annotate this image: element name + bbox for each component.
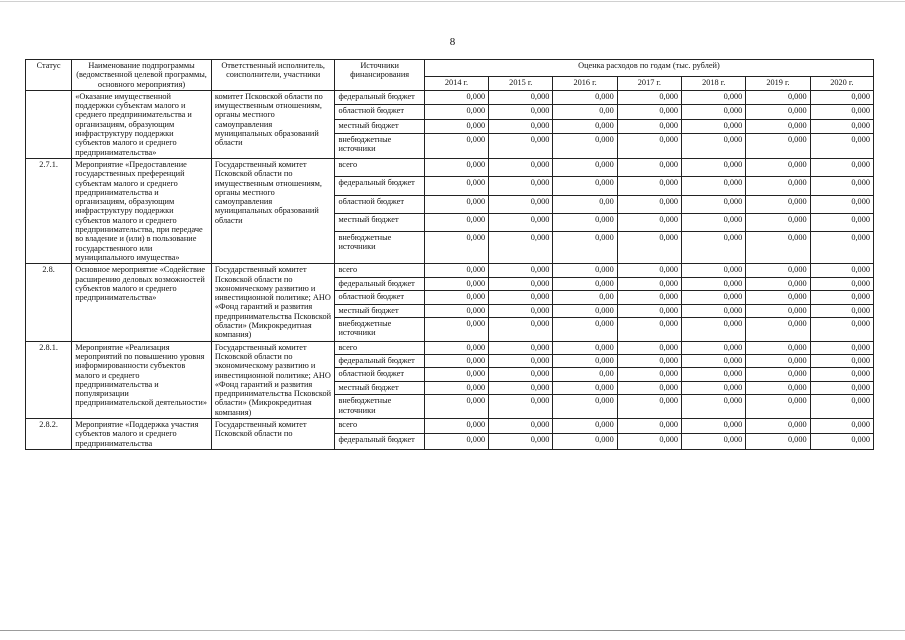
row-amount: 0,000 [746, 105, 810, 119]
row-amount: 0,000 [617, 418, 681, 433]
row-amount: 0,000 [424, 90, 488, 104]
row-amount: 0,000 [617, 291, 681, 304]
row-amount: 0,000 [810, 395, 873, 419]
row-amount: 0,000 [746, 291, 810, 304]
row-program-name: «Оказание имущественной поддержки субъектам малого и среднего предпринимательства и организациям, образующим инфраструктуру поддержки субъектов малого и среднего предпринимательства» [72, 90, 212, 158]
row-funding-source: всего [335, 418, 424, 433]
row-amount: 0,000 [682, 177, 746, 195]
row-amount: 0,000 [682, 119, 746, 133]
row-amount: 0,000 [424, 341, 488, 354]
row-amount: 0,000 [617, 264, 681, 277]
row-amount: 0,000 [746, 177, 810, 195]
row-amount: 0,000 [746, 317, 810, 341]
row-responsible: Государственный комитет Псковской области по экономическому развитию и инвестиционной политике; АНО «Фонд гарантий и развития предпринимательства Псковской области» (Микрокредитная компания) [211, 341, 335, 418]
row-amount: 0,000 [746, 232, 810, 264]
row-amount: 0,000 [746, 381, 810, 394]
row-amount: 0,000 [424, 105, 488, 119]
row-amount: 0,000 [617, 381, 681, 394]
row-amount: 0,00 [553, 105, 617, 119]
row-amount: 0,000 [553, 232, 617, 264]
row-amount: 0,000 [682, 368, 746, 381]
row-amount: 0,000 [682, 105, 746, 119]
row-funding-source: внебюджетные источники [335, 232, 424, 264]
row-amount: 0,000 [553, 213, 617, 231]
row-funding-source: областной бюджет [335, 368, 424, 381]
row-amount: 0,000 [553, 264, 617, 277]
header-year: 2016 г. [553, 76, 617, 90]
row-amount: 0,000 [746, 213, 810, 231]
header-responsible: Ответственный исполнитель, соисполнители, участники [211, 60, 335, 91]
row-amount: 0,000 [617, 277, 681, 290]
row-amount: 0,000 [553, 317, 617, 341]
row-amount: 0,000 [553, 177, 617, 195]
row-amount: 0,000 [746, 264, 810, 277]
row-amount: 0,000 [489, 133, 553, 158]
table-header [26, 60, 874, 91]
row-amount: 0,000 [617, 213, 681, 231]
row-status [26, 90, 72, 158]
row-status: 2.8.1. [26, 341, 72, 418]
row-amount: 0,000 [424, 177, 488, 195]
row-amount: 0,000 [746, 304, 810, 317]
row-amount: 0,000 [810, 434, 873, 449]
row-amount: 0,000 [553, 119, 617, 133]
header-year: 2019 г. [746, 76, 810, 90]
row-amount: 0,000 [682, 381, 746, 394]
row-amount: 0,000 [682, 434, 746, 449]
header-year: 2018 г. [682, 76, 746, 90]
row-amount: 0,000 [810, 90, 873, 104]
row-funding-source: федеральный бюджет [335, 90, 424, 104]
row-amount: 0,000 [746, 368, 810, 381]
row-funding-source: федеральный бюджет [335, 434, 424, 449]
row-amount: 0,000 [424, 418, 488, 433]
row-amount: 0,000 [617, 232, 681, 264]
row-amount: 0,000 [617, 158, 681, 176]
row-amount: 0,000 [489, 304, 553, 317]
budget-table [25, 59, 874, 450]
row-program-name: Мероприятие «Реализация мероприятий по повышению уровня информированности субъектов малого и среднего предпринимательства и популяризации предпринимательской деятельности» [72, 341, 212, 418]
scan-edge-top [0, 1, 905, 2]
row-amount: 0,000 [489, 395, 553, 419]
row-amount: 0,000 [746, 277, 810, 290]
row-amount: 0,000 [489, 277, 553, 290]
row-funding-source: внебюджетные источники [335, 133, 424, 158]
row-amount: 0,000 [746, 418, 810, 433]
row-amount: 0,000 [424, 291, 488, 304]
row-amount: 0,000 [810, 341, 873, 354]
row-amount: 0,000 [682, 195, 746, 213]
row-amount: 0,000 [424, 277, 488, 290]
row-amount: 0,000 [617, 341, 681, 354]
row-amount: 0,000 [746, 341, 810, 354]
row-status: 2.8. [26, 264, 72, 341]
table-row [26, 418, 874, 433]
row-amount: 0,000 [810, 368, 873, 381]
row-responsible: Государственный комитет Псковской области по [211, 418, 335, 449]
row-amount: 0,000 [617, 90, 681, 104]
row-funding-source: внебюджетные источники [335, 317, 424, 341]
header-year: 2020 г. [810, 76, 873, 90]
row-amount: 0,000 [489, 291, 553, 304]
row-amount: 0,000 [682, 264, 746, 277]
row-amount: 0,00 [553, 368, 617, 381]
row-amount: 0,000 [424, 368, 488, 381]
row-program-name: Мероприятие «Предоставление государственных преференций субъектам малого и среднего предпринимательства и организациям, образующим инфраструктуру поддержки субъектов малого и среднего предпринимательства, при передаче во владение и (или) в пользование государственного или муниципального имущества» [72, 158, 212, 263]
row-amount: 0,000 [682, 395, 746, 419]
row-amount: 0,000 [553, 277, 617, 290]
row-amount: 0,000 [424, 395, 488, 419]
row-amount: 0,000 [682, 341, 746, 354]
table-row [26, 90, 874, 104]
row-program-name: Мероприятие «Поддержка участия субъектов малого и среднего предпринимательства [72, 418, 212, 449]
row-amount: 0,000 [424, 355, 488, 368]
row-amount: 0,000 [489, 317, 553, 341]
row-amount: 0,000 [682, 277, 746, 290]
row-funding-source: всего [335, 264, 424, 277]
row-amount: 0,000 [682, 418, 746, 433]
row-amount: 0,000 [682, 317, 746, 341]
header-year: 2014 г. [424, 76, 488, 90]
row-funding-source: местный бюджет [335, 304, 424, 317]
row-amount: 0,000 [489, 355, 553, 368]
row-amount: 0,000 [553, 434, 617, 449]
row-amount: 0,000 [617, 395, 681, 419]
row-amount: 0,000 [617, 355, 681, 368]
row-amount: 0,000 [489, 90, 553, 104]
row-amount: 0,000 [553, 418, 617, 433]
row-amount: 0,000 [553, 90, 617, 104]
row-amount: 0,000 [424, 195, 488, 213]
row-funding-source: федеральный бюджет [335, 177, 424, 195]
row-amount: 0,000 [553, 341, 617, 354]
row-amount: 0,000 [810, 105, 873, 119]
row-amount: 0,000 [424, 434, 488, 449]
row-amount: 0,000 [746, 195, 810, 213]
scan-edge-bottom [0, 630, 905, 631]
row-amount: 0,000 [810, 213, 873, 231]
row-amount: 0,000 [489, 213, 553, 231]
row-amount: 0,000 [682, 158, 746, 176]
row-amount: 0,000 [746, 119, 810, 133]
row-amount: 0,000 [489, 368, 553, 381]
row-amount: 0,000 [810, 291, 873, 304]
row-amount: 0,000 [682, 133, 746, 158]
row-responsible: Государственный комитет Псковской области по экономическому развитию и инвестиционной политике; АНО «Фонд гарантий и развития предпринимательства Псковской области» (Микрокредитная компания) [211, 264, 335, 341]
row-funding-source: областной бюджет [335, 105, 424, 119]
row-amount: 0,000 [489, 232, 553, 264]
row-amount: 0,000 [617, 177, 681, 195]
row-amount: 0,000 [617, 195, 681, 213]
row-amount: 0,000 [617, 317, 681, 341]
row-amount: 0,000 [746, 395, 810, 419]
row-amount: 0,000 [617, 105, 681, 119]
row-funding-source: федеральный бюджет [335, 355, 424, 368]
row-amount: 0,00 [553, 291, 617, 304]
row-funding-source: местный бюджет [335, 119, 424, 133]
row-funding-source: всего [335, 158, 424, 176]
row-amount: 0,000 [489, 177, 553, 195]
row-status: 2.8.2. [26, 418, 72, 449]
row-amount: 0,000 [424, 133, 488, 158]
row-amount: 0,000 [617, 119, 681, 133]
row-amount: 0,000 [617, 434, 681, 449]
row-amount: 0,000 [617, 368, 681, 381]
row-amount: 0,000 [682, 304, 746, 317]
row-amount: 0,000 [617, 133, 681, 158]
row-amount: 0,000 [553, 158, 617, 176]
row-amount: 0,000 [489, 341, 553, 354]
row-amount: 0,000 [553, 133, 617, 158]
page-number: 8 [449, 36, 456, 48]
row-amount: 0,00 [553, 195, 617, 213]
row-funding-source: внебюджетные источники [335, 395, 424, 419]
row-amount: 0,000 [553, 381, 617, 394]
row-funding-source: областной бюджет [335, 291, 424, 304]
row-amount: 0,000 [746, 90, 810, 104]
row-amount: 0,000 [810, 232, 873, 264]
row-amount: 0,000 [553, 395, 617, 419]
row-amount: 0,000 [489, 418, 553, 433]
row-funding-source: местный бюджет [335, 213, 424, 231]
row-amount: 0,000 [682, 355, 746, 368]
row-amount: 0,000 [617, 304, 681, 317]
row-amount: 0,000 [489, 264, 553, 277]
row-amount: 0,000 [553, 355, 617, 368]
row-funding-source: областной бюджет [335, 195, 424, 213]
row-funding-source: местный бюджет [335, 381, 424, 394]
header-sources: Источники финансирования [335, 60, 424, 91]
row-amount: 0,000 [810, 195, 873, 213]
row-amount: 0,000 [810, 177, 873, 195]
row-amount: 0,000 [489, 105, 553, 119]
header-estimate: Оценка расходов по годам (тыс. рублей) [424, 60, 873, 77]
row-amount: 0,000 [553, 304, 617, 317]
row-amount: 0,000 [424, 317, 488, 341]
row-amount: 0,000 [489, 158, 553, 176]
row-amount: 0,000 [810, 264, 873, 277]
row-amount: 0,000 [810, 119, 873, 133]
header-year: 2017 г. [617, 76, 681, 90]
row-responsible: комитет Псковской области по имущественным отношениям, органы местного самоуправления муниципальных образований области [211, 90, 335, 158]
row-amount: 0,000 [810, 133, 873, 158]
table-row [26, 264, 874, 277]
row-amount: 0,000 [489, 195, 553, 213]
row-amount: 0,000 [424, 213, 488, 231]
row-amount: 0,000 [424, 264, 488, 277]
table-row [26, 341, 874, 354]
header-name: Наименование подпрограммы (ведомственной целевой программы, основного мероприятия) [72, 60, 212, 91]
row-amount: 0,000 [682, 90, 746, 104]
row-funding-source: всего [335, 341, 424, 354]
row-amount: 0,000 [424, 158, 488, 176]
row-amount: 0,000 [682, 232, 746, 264]
row-amount: 0,000 [682, 291, 746, 304]
row-status: 2.7.1. [26, 158, 72, 263]
row-amount: 0,000 [810, 418, 873, 433]
table-body [26, 90, 874, 449]
row-amount: 0,000 [746, 133, 810, 158]
row-amount: 0,000 [424, 232, 488, 264]
row-amount: 0,000 [746, 158, 810, 176]
row-amount: 0,000 [810, 277, 873, 290]
row-amount: 0,000 [810, 381, 873, 394]
row-amount: 0,000 [810, 355, 873, 368]
row-amount: 0,000 [489, 119, 553, 133]
row-program-name: Основное мероприятие «Содействие расширению деловых возможностей субъектов малого и среднего предпринимательства» [72, 264, 212, 341]
row-amount: 0,000 [424, 304, 488, 317]
row-amount: 0,000 [746, 434, 810, 449]
row-amount: 0,000 [424, 119, 488, 133]
table-row [26, 158, 874, 176]
row-amount: 0,000 [489, 381, 553, 394]
row-responsible: Государственный комитет Псковской области по имущественным отношениям, органы местного самоуправления муниципальных образований области [211, 158, 335, 263]
row-amount: 0,000 [489, 434, 553, 449]
row-amount: 0,000 [810, 158, 873, 176]
row-amount: 0,000 [810, 317, 873, 341]
header-status: Статус [26, 60, 72, 91]
row-amount: 0,000 [746, 355, 810, 368]
row-amount: 0,000 [810, 304, 873, 317]
row-funding-source: федеральный бюджет [335, 277, 424, 290]
header-year: 2015 г. [489, 76, 553, 90]
row-amount: 0,000 [682, 213, 746, 231]
row-amount: 0,000 [424, 381, 488, 394]
